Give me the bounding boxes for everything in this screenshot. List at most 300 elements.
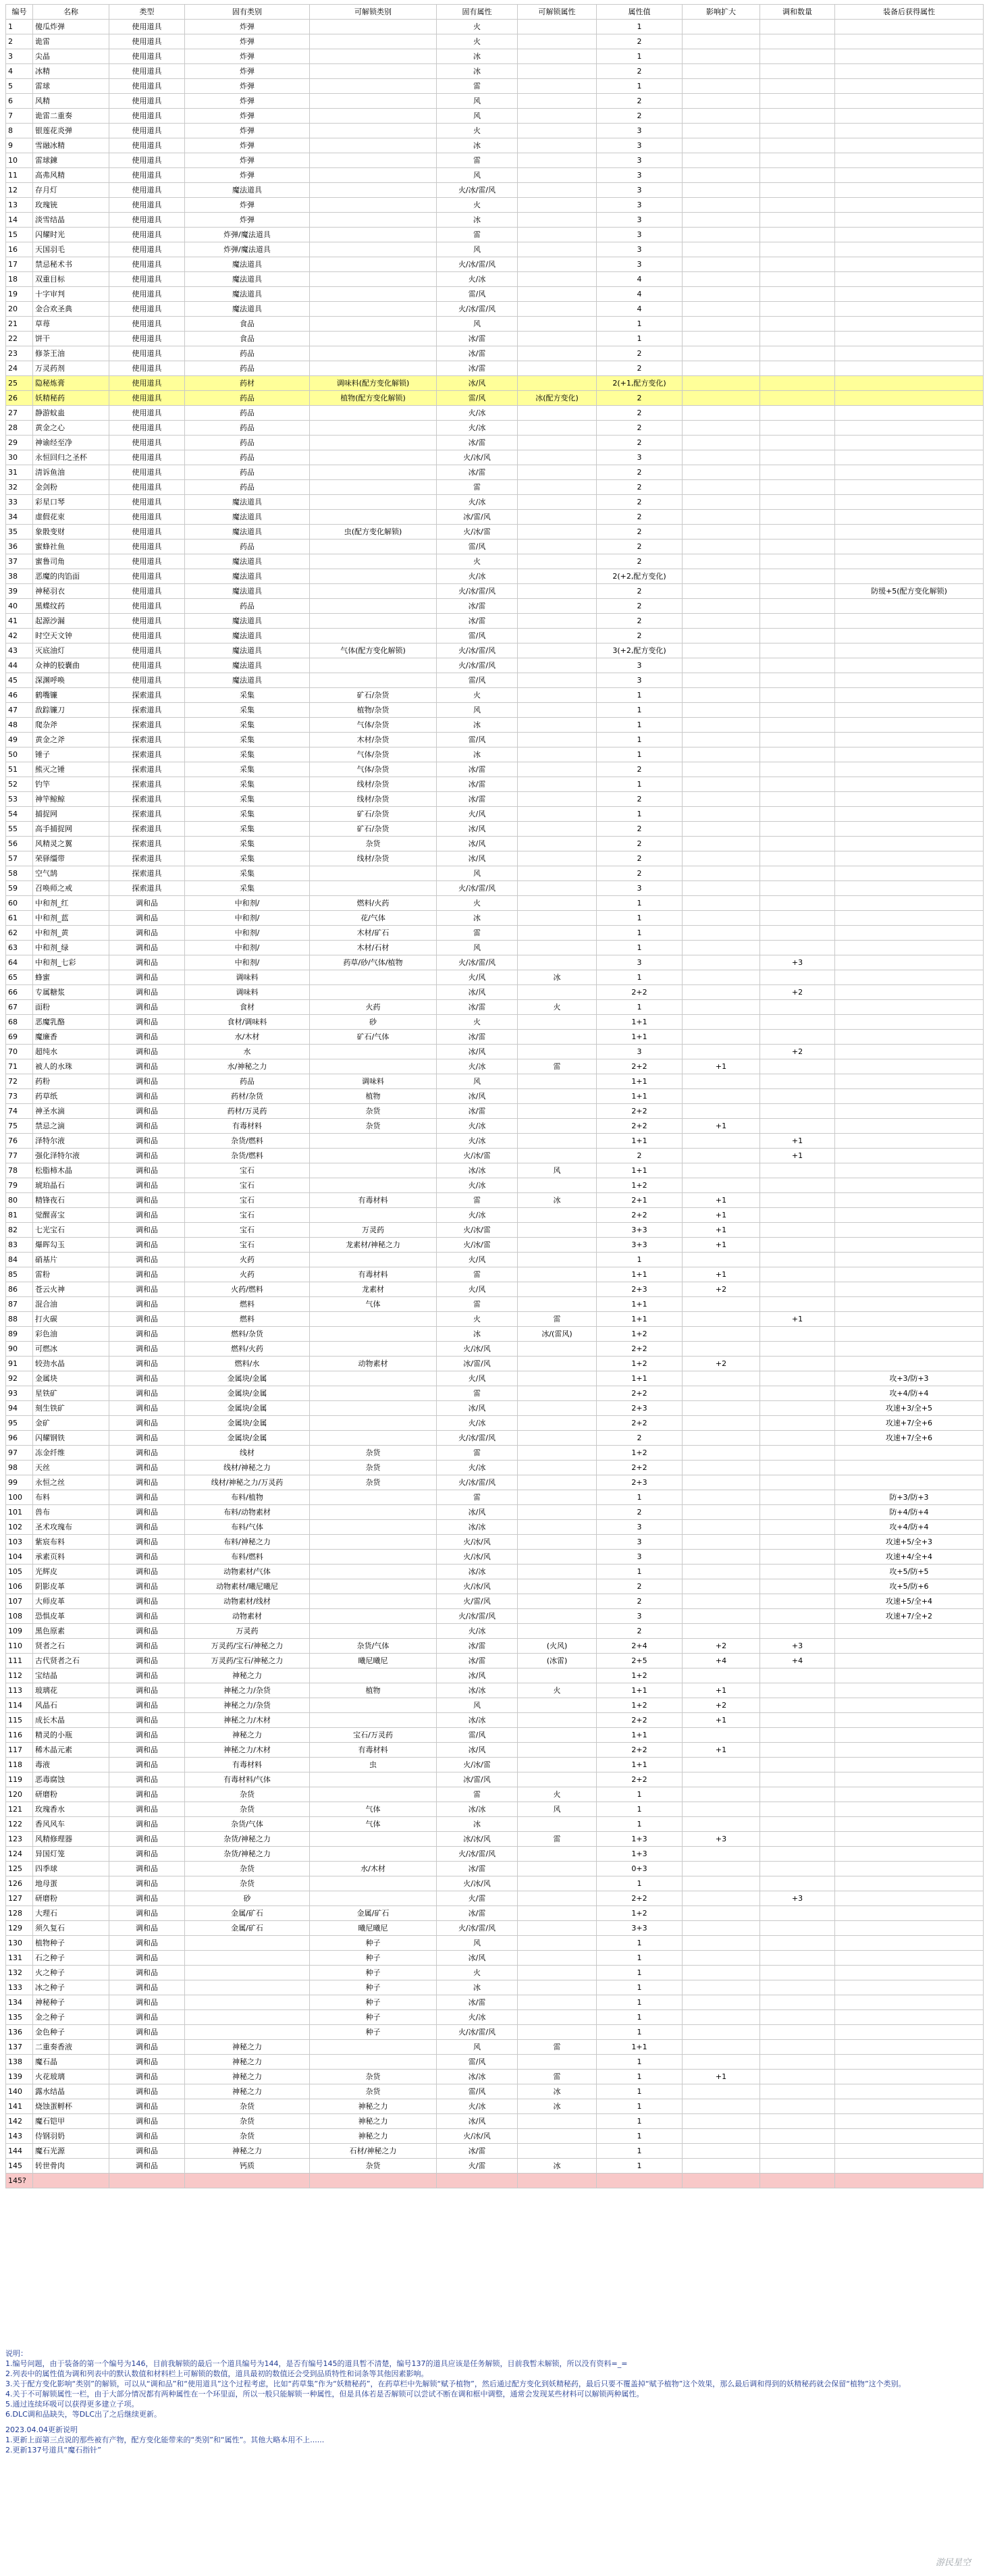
table-cell[interactable]: 闪耀钢铁 xyxy=(33,1431,109,1446)
table-cell[interactable] xyxy=(518,554,597,569)
table-cell[interactable] xyxy=(185,2010,310,2025)
table-cell[interactable]: 1 xyxy=(597,2084,683,2099)
table-cell[interactable] xyxy=(760,465,835,480)
table-cell[interactable]: 1 xyxy=(597,1876,683,1891)
table-cell[interactable] xyxy=(518,673,597,688)
table-cell[interactable] xyxy=(185,2025,310,2040)
table-cell[interactable] xyxy=(760,94,835,109)
table-cell[interactable]: 3 xyxy=(597,1609,683,1624)
table-cell[interactable] xyxy=(518,1104,597,1119)
table-cell[interactable]: 使用道具 xyxy=(109,658,185,673)
table-cell[interactable]: 风精修理器 xyxy=(33,1832,109,1847)
table-cell[interactable] xyxy=(310,658,437,673)
table-cell[interactable] xyxy=(760,1490,835,1505)
table-cell[interactable] xyxy=(310,1772,437,1787)
table-cell[interactable] xyxy=(835,955,984,970)
table-cell[interactable]: 饼干 xyxy=(33,332,109,346)
table-cell[interactable] xyxy=(683,926,760,941)
table-cell[interactable] xyxy=(835,153,984,168)
table-cell[interactable] xyxy=(760,1966,835,1980)
table-row[interactable] xyxy=(6,1936,984,1951)
table-cell[interactable]: 有毒材料 xyxy=(310,1267,437,1282)
table-cell[interactable]: 水/木材 xyxy=(310,1862,437,1876)
table-cell[interactable] xyxy=(683,391,760,406)
table-cell[interactable] xyxy=(518,540,597,554)
table-cell[interactable]: 魔法道具 xyxy=(185,673,310,688)
table-cell[interactable] xyxy=(310,614,437,629)
table-cell[interactable] xyxy=(760,970,835,985)
table-cell[interactable] xyxy=(835,1178,984,1193)
table-row[interactable] xyxy=(6,777,984,792)
table-cell[interactable] xyxy=(683,2144,760,2159)
table-cell[interactable]: 冰/雷 xyxy=(437,614,518,629)
table-row[interactable] xyxy=(6,1045,984,1059)
table-cell[interactable]: 调和品 xyxy=(109,1119,185,1134)
table-cell[interactable]: 86 xyxy=(6,1282,33,1297)
table-cell[interactable]: 探索道具 xyxy=(109,718,185,733)
table-row[interactable] xyxy=(6,1178,984,1193)
table-cell[interactable]: 2 xyxy=(6,34,33,49)
table-cell[interactable] xyxy=(518,822,597,837)
table-cell[interactable] xyxy=(760,926,835,941)
table-cell[interactable]: 2 xyxy=(597,614,683,629)
table-cell[interactable] xyxy=(310,1698,437,1713)
table-cell[interactable] xyxy=(760,1119,835,1134)
table-cell[interactable]: 142 xyxy=(6,2114,33,2129)
table-cell[interactable]: 66 xyxy=(6,985,33,1000)
table-cell[interactable]: 雷/风 xyxy=(437,391,518,406)
table-cell[interactable] xyxy=(835,688,984,703)
table-cell[interactable]: 攻速+5/全+4 xyxy=(835,1594,984,1609)
table-cell[interactable]: 使用道具 xyxy=(109,109,185,124)
table-row[interactable] xyxy=(6,64,984,79)
table-cell[interactable] xyxy=(310,1416,437,1431)
table-cell[interactable]: 玫瑰铳 xyxy=(33,198,109,213)
table-cell[interactable] xyxy=(683,762,760,777)
table-cell[interactable]: 54 xyxy=(6,807,33,822)
table-cell[interactable]: 修茶王油 xyxy=(33,346,109,361)
table-cell[interactable]: 药材 xyxy=(185,376,310,391)
table-cell[interactable]: 混合油 xyxy=(33,1297,109,1312)
table-row[interactable] xyxy=(6,1832,984,1847)
table-cell[interactable] xyxy=(310,49,437,64)
table-row[interactable] xyxy=(6,2010,984,2025)
table-cell[interactable]: 采集 xyxy=(185,881,310,896)
table-cell[interactable] xyxy=(835,525,984,540)
table-cell[interactable]: 使用道具 xyxy=(109,183,185,198)
table-row[interactable] xyxy=(6,1876,984,1891)
table-cell[interactable]: 3 xyxy=(597,450,683,465)
table-cell[interactable]: 有毒材料 xyxy=(185,1758,310,1772)
table-cell[interactable]: 调和品 xyxy=(109,1223,185,1238)
table-cell[interactable] xyxy=(683,1817,760,1832)
table-cell[interactable]: 95 xyxy=(6,1416,33,1431)
table-cell[interactable]: 泽特尔液 xyxy=(33,1134,109,1149)
table-cell[interactable]: 砂 xyxy=(310,1015,437,1030)
table-cell[interactable]: 种子 xyxy=(310,1995,437,2010)
table-cell[interactable]: 神秘之力 xyxy=(185,2084,310,2099)
table-cell[interactable]: 56 xyxy=(6,837,33,851)
table-cell[interactable]: 冰 xyxy=(437,64,518,79)
table-cell[interactable]: 1 xyxy=(597,1980,683,1995)
table-cell[interactable] xyxy=(683,1461,760,1475)
table-row[interactable] xyxy=(6,985,984,1000)
table-cell[interactable] xyxy=(518,1431,597,1446)
table-cell[interactable]: 金合欢圣典 xyxy=(33,302,109,317)
table-cell[interactable] xyxy=(760,109,835,124)
table-cell[interactable]: 水/木材 xyxy=(185,1030,310,1045)
table-cell[interactable] xyxy=(760,1297,835,1312)
table-cell[interactable] xyxy=(683,1490,760,1505)
table-cell[interactable]: 131 xyxy=(6,1951,33,1966)
table-cell[interactable] xyxy=(835,1995,984,2010)
table-cell[interactable]: 起源沙漏 xyxy=(33,614,109,629)
table-cell[interactable] xyxy=(835,985,984,1000)
table-cell[interactable] xyxy=(760,2099,835,2114)
table-cell[interactable]: 调和品 xyxy=(109,1342,185,1357)
table-cell[interactable] xyxy=(835,1134,984,1149)
table-cell[interactable]: 冰/冰 xyxy=(437,1802,518,1817)
table-cell[interactable]: 1+3 xyxy=(597,1832,683,1847)
table-cell[interactable] xyxy=(683,2159,760,2174)
table-cell[interactable] xyxy=(835,1030,984,1045)
table-row[interactable] xyxy=(6,629,984,643)
table-cell[interactable]: 燃料/杂货 xyxy=(185,1327,310,1342)
table-cell[interactable]: 攻+5/防+5 xyxy=(835,1565,984,1579)
table-cell[interactable]: 香风风车 xyxy=(33,1817,109,1832)
table-cell[interactable]: 火/冰/雷/风 xyxy=(437,643,518,658)
table-cell[interactable] xyxy=(683,1163,760,1178)
table-cell[interactable]: 火 xyxy=(437,124,518,138)
table-cell[interactable] xyxy=(310,332,437,346)
table-cell[interactable]: 调和品 xyxy=(109,1312,185,1327)
table-cell[interactable]: 火/雷/风 xyxy=(437,1594,518,1609)
table-cell[interactable]: 火 xyxy=(437,198,518,213)
table-cell[interactable] xyxy=(835,183,984,198)
table-cell[interactable]: 26 xyxy=(6,391,33,406)
table-cell[interactable] xyxy=(683,911,760,926)
table-cell[interactable]: 119 xyxy=(6,1772,33,1787)
table-cell[interactable]: 调和品 xyxy=(109,1253,185,1267)
table-cell[interactable] xyxy=(835,1802,984,1817)
table-cell[interactable]: 金属块/金属 xyxy=(185,1416,310,1431)
table-cell[interactable]: 3 xyxy=(597,257,683,272)
table-row[interactable] xyxy=(6,2099,984,2114)
table-cell[interactable] xyxy=(835,242,984,257)
table-cell[interactable] xyxy=(835,733,984,747)
table-cell[interactable]: 冰/风 xyxy=(437,1668,518,1683)
table-cell[interactable]: 风 xyxy=(437,317,518,332)
table-cell[interactable]: 恶魔乳酪 xyxy=(33,1015,109,1030)
table-cell[interactable] xyxy=(835,866,984,881)
table-cell[interactable] xyxy=(683,1030,760,1045)
table-cell[interactable]: 探索道具 xyxy=(109,881,185,896)
table-cell[interactable]: 1+1 xyxy=(597,1074,683,1089)
table-cell[interactable] xyxy=(310,1059,437,1074)
table-cell[interactable] xyxy=(518,20,597,34)
table-cell[interactable] xyxy=(518,762,597,777)
table-cell[interactable]: 调和品 xyxy=(109,1208,185,1223)
table-cell[interactable] xyxy=(683,1297,760,1312)
table-cell[interactable] xyxy=(310,436,437,450)
table-cell[interactable]: 使用道具 xyxy=(109,584,185,599)
table-cell[interactable]: 雷 xyxy=(437,1297,518,1312)
table-cell[interactable] xyxy=(835,807,984,822)
table-cell[interactable]: 采集 xyxy=(185,762,310,777)
table-cell[interactable]: 鹤嘴镰 xyxy=(33,688,109,703)
table-cell[interactable] xyxy=(310,1163,437,1178)
table-cell[interactable]: 1 xyxy=(597,2129,683,2144)
table-cell[interactable]: 召唤师之戒 xyxy=(33,881,109,896)
table-cell[interactable] xyxy=(835,2025,984,2040)
table-cell[interactable] xyxy=(835,1668,984,1683)
table-cell[interactable] xyxy=(683,554,760,569)
table-cell[interactable]: 冰/风 xyxy=(437,1089,518,1104)
table-cell[interactable]: 使用道具 xyxy=(109,421,185,436)
table-cell[interactable]: 贤者之石 xyxy=(33,1639,109,1654)
table-cell[interactable]: 114 xyxy=(6,1698,33,1713)
table-cell[interactable] xyxy=(518,480,597,495)
table-cell[interactable]: 使用道具 xyxy=(109,332,185,346)
table-cell[interactable] xyxy=(683,272,760,287)
table-cell[interactable]: 彩色油 xyxy=(33,1327,109,1342)
table-cell[interactable] xyxy=(518,421,597,436)
table-cell[interactable]: 炸弹/魔法道具 xyxy=(185,242,310,257)
table-cell[interactable]: 2 xyxy=(597,822,683,837)
table-cell[interactable]: 火/冰/雷/风 xyxy=(437,1475,518,1490)
table-cell[interactable] xyxy=(310,1624,437,1639)
table-row[interactable] xyxy=(6,2114,984,2129)
table-cell[interactable] xyxy=(518,228,597,242)
table-cell[interactable]: 18 xyxy=(6,272,33,287)
table-cell[interactable] xyxy=(310,1609,437,1624)
table-cell[interactable] xyxy=(518,2010,597,2025)
table-cell[interactable]: 2 xyxy=(597,1579,683,1594)
table-cell[interactable]: 使用道具 xyxy=(109,272,185,287)
table-cell[interactable]: 调和品 xyxy=(109,2144,185,2159)
table-cell[interactable]: 调和品 xyxy=(109,1282,185,1297)
table-cell[interactable]: 神秘种子 xyxy=(33,1995,109,2010)
table-cell[interactable]: 70 xyxy=(6,1045,33,1059)
table-cell[interactable]: 1 xyxy=(597,733,683,747)
table-cell[interactable]: 调和品 xyxy=(109,1059,185,1074)
table-cell[interactable]: +2 xyxy=(683,1639,760,1654)
table-cell[interactable]: 双重目标 xyxy=(33,272,109,287)
table-cell[interactable] xyxy=(518,1565,597,1579)
table-cell[interactable] xyxy=(518,1668,597,1683)
table-cell[interactable] xyxy=(835,64,984,79)
table-cell[interactable] xyxy=(185,1936,310,1951)
table-cell[interactable]: 冰 xyxy=(437,1327,518,1342)
table-cell[interactable]: 129 xyxy=(6,1921,33,1936)
table-cell[interactable]: 种子 xyxy=(310,2010,437,2025)
table-cell[interactable] xyxy=(518,985,597,1000)
table-cell[interactable]: 神秘之力/木材 xyxy=(185,1713,310,1728)
table-cell[interactable]: 38 xyxy=(6,569,33,584)
table-cell[interactable] xyxy=(518,64,597,79)
table-row[interactable] xyxy=(6,673,984,688)
table-cell[interactable] xyxy=(683,64,760,79)
table-cell[interactable]: 火/冰 xyxy=(437,272,518,287)
table-cell[interactable]: 万灵药/宝石/神秘之力 xyxy=(185,1654,310,1668)
table-row[interactable] xyxy=(6,1743,984,1758)
table-cell[interactable] xyxy=(683,510,760,525)
column-header[interactable]: 装备后获得属性 xyxy=(835,5,984,20)
table-cell[interactable] xyxy=(760,1579,835,1594)
table-cell[interactable]: 金之种子 xyxy=(33,2010,109,2025)
table-cell[interactable]: 3 xyxy=(6,49,33,64)
table-cell[interactable]: 宝石 xyxy=(185,1223,310,1238)
table-row[interactable] xyxy=(6,1267,984,1282)
table-cell[interactable]: 1+1 xyxy=(597,1312,683,1327)
table-cell[interactable] xyxy=(683,1772,760,1787)
table-cell[interactable]: 矿石/杂货 xyxy=(310,822,437,837)
table-cell[interactable]: 火/冰 xyxy=(437,406,518,421)
table-cell[interactable] xyxy=(683,1624,760,1639)
table-cell[interactable]: 银莲花炎弹 xyxy=(33,124,109,138)
table-cell[interactable]: 探索道具 xyxy=(109,703,185,718)
table-cell[interactable]: 紫宸布料 xyxy=(33,1535,109,1550)
table-cell[interactable]: 使用道具 xyxy=(109,94,185,109)
table-cell[interactable]: 调味料 xyxy=(185,970,310,985)
table-cell[interactable]: 1 xyxy=(597,2144,683,2159)
table-cell[interactable] xyxy=(760,64,835,79)
table-cell[interactable]: 1+1 xyxy=(597,1371,683,1386)
table-cell[interactable]: 冰/风 xyxy=(437,851,518,866)
table-cell[interactable]: 105 xyxy=(6,1565,33,1579)
table-cell[interactable]: 使用道具 xyxy=(109,376,185,391)
table-cell[interactable] xyxy=(518,436,597,450)
table-row[interactable] xyxy=(6,1030,984,1045)
table-cell[interactable] xyxy=(835,421,984,436)
table-cell[interactable]: 线材/神秘之力 xyxy=(185,1461,310,1475)
table-cell[interactable] xyxy=(518,866,597,881)
table-cell[interactable]: 15 xyxy=(6,228,33,242)
table-cell[interactable]: 食品 xyxy=(185,317,310,332)
table-cell[interactable] xyxy=(683,1609,760,1624)
table-cell[interactable]: 调和品 xyxy=(109,970,185,985)
table-cell[interactable] xyxy=(683,1104,760,1119)
table-cell[interactable] xyxy=(835,1980,984,1995)
table-cell[interactable] xyxy=(683,733,760,747)
table-cell[interactable] xyxy=(760,1698,835,1713)
table-cell[interactable]: 59 xyxy=(6,881,33,896)
table-cell[interactable]: 深渊呼唤 xyxy=(33,673,109,688)
table-cell[interactable]: 2 xyxy=(597,480,683,495)
table-cell[interactable]: 冰 xyxy=(437,718,518,733)
table-cell[interactable] xyxy=(518,1015,597,1030)
table-cell[interactable]: 可燃冰 xyxy=(33,1342,109,1357)
table-cell[interactable]: 117 xyxy=(6,1743,33,1758)
table-cell[interactable]: 调和品 xyxy=(109,1565,185,1579)
table-cell[interactable]: 攻+3/防+3 xyxy=(835,1371,984,1386)
table-cell[interactable]: 75 xyxy=(6,1119,33,1134)
table-cell[interactable]: 调和品 xyxy=(109,1134,185,1149)
table-cell[interactable]: 植物 xyxy=(310,1089,437,1104)
table-cell[interactable]: 古代贤者之石 xyxy=(33,1654,109,1668)
table-cell[interactable] xyxy=(518,1698,597,1713)
table-cell[interactable]: 调和品 xyxy=(109,1535,185,1550)
table-cell[interactable] xyxy=(518,2055,597,2070)
table-cell[interactable] xyxy=(760,153,835,168)
table-cell[interactable]: 雷 xyxy=(437,1193,518,1208)
table-cell[interactable] xyxy=(518,584,597,599)
table-cell[interactable]: 3 xyxy=(597,1550,683,1565)
table-cell[interactable]: 1 xyxy=(597,1787,683,1802)
table-cell[interactable]: 1 xyxy=(597,777,683,792)
table-cell[interactable]: 风 xyxy=(437,109,518,124)
table-row[interactable] xyxy=(6,1550,984,1565)
table-row[interactable] xyxy=(6,1713,984,1728)
table-cell[interactable]: 144 xyxy=(6,2144,33,2159)
table-cell[interactable]: 调和品 xyxy=(109,1876,185,1891)
table-cell[interactable]: 燃料/火药 xyxy=(185,1342,310,1357)
table-cell[interactable]: 85 xyxy=(6,1267,33,1282)
table-row[interactable] xyxy=(6,213,984,228)
table-cell[interactable]: 14 xyxy=(6,213,33,228)
table-cell[interactable]: 61 xyxy=(6,911,33,926)
table-cell[interactable]: 食品 xyxy=(185,332,310,346)
table-cell[interactable]: 雷/风 xyxy=(437,673,518,688)
table-row[interactable] xyxy=(6,1698,984,1713)
table-cell[interactable] xyxy=(518,1594,597,1609)
table-cell[interactable] xyxy=(835,1163,984,1178)
table-cell[interactable]: 90 xyxy=(6,1342,33,1357)
table-cell[interactable]: 冰/冰 xyxy=(437,1683,518,1698)
table-cell[interactable] xyxy=(760,79,835,94)
table-cell[interactable]: 使用道具 xyxy=(109,64,185,79)
column-header[interactable]: 属性值 xyxy=(597,5,683,20)
table-cell[interactable]: 调和品 xyxy=(109,955,185,970)
table-cell[interactable]: 调和品 xyxy=(109,1743,185,1758)
table-cell[interactable] xyxy=(683,718,760,733)
table-cell[interactable]: 使用道具 xyxy=(109,20,185,34)
table-cell[interactable]: 冰/风 xyxy=(437,985,518,1000)
table-cell[interactable]: 神秘之力 xyxy=(310,2099,437,2114)
table-cell[interactable]: 79 xyxy=(6,1178,33,1193)
table-cell[interactable]: 2 xyxy=(597,109,683,124)
table-cell[interactable]: 中和剂_红 xyxy=(33,896,109,911)
table-cell[interactable]: 3(+2,配方变化) xyxy=(597,643,683,658)
table-cell[interactable]: 127 xyxy=(6,1891,33,1906)
table-cell[interactable]: 宝石/万灵药 xyxy=(310,1728,437,1743)
table-cell[interactable] xyxy=(760,1787,835,1802)
table-cell[interactable]: 植物种子 xyxy=(33,1936,109,1951)
table-cell[interactable]: 调和品 xyxy=(109,2055,185,2070)
table-cell[interactable]: 112 xyxy=(6,1668,33,1683)
table-cell[interactable]: 97 xyxy=(6,1446,33,1461)
table-cell[interactable]: +3 xyxy=(683,1832,760,1847)
table-cell[interactable]: 2 xyxy=(597,465,683,480)
table-row[interactable] xyxy=(6,1282,984,1297)
table-cell[interactable] xyxy=(760,1995,835,2010)
table-cell[interactable] xyxy=(760,2055,835,2070)
table-cell[interactable] xyxy=(310,168,437,183)
table-row[interactable] xyxy=(6,1431,984,1446)
table-cell[interactable]: 探索道具 xyxy=(109,837,185,851)
table-row[interactable] xyxy=(6,1446,984,1461)
table-cell[interactable] xyxy=(310,64,437,79)
table-cell[interactable] xyxy=(518,1357,597,1371)
table-cell[interactable]: 天丝 xyxy=(33,1461,109,1475)
table-row[interactable] xyxy=(6,822,984,837)
table-cell[interactable] xyxy=(760,391,835,406)
table-cell[interactable]: 雷球 xyxy=(33,79,109,94)
table-cell[interactable]: 2 xyxy=(597,510,683,525)
table-cell[interactable]: +2 xyxy=(760,1045,835,1059)
table-cell[interactable] xyxy=(835,34,984,49)
table-cell[interactable] xyxy=(760,554,835,569)
